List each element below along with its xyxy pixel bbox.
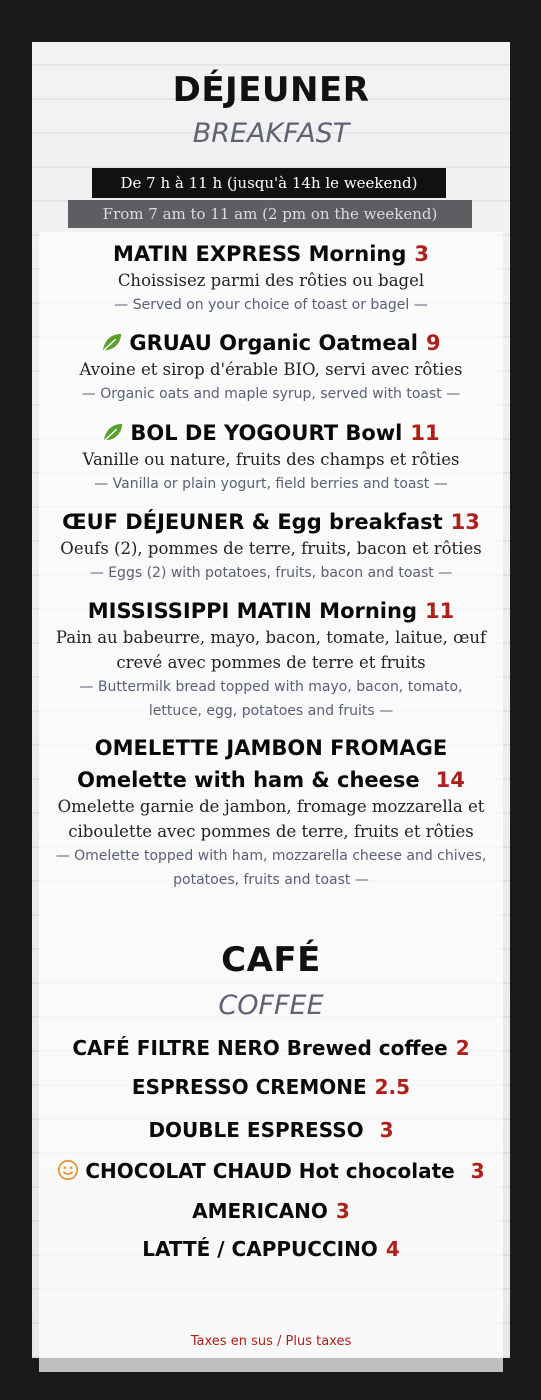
item-desc-fr: Choissisez parmi des rôties ou bagel (117, 271, 425, 290)
smiley-icon (57, 1159, 79, 1181)
item-desc-fr: Avoine et sirop d'érable BIO, servi avec rôties (79, 360, 463, 379)
menu-board (32, 42, 510, 1358)
item-price: 11 (424, 599, 455, 623)
menu-item-gruau (32, 329, 510, 406)
item-price: 3 (414, 242, 430, 266)
coffee-item-chocolat: CHOCOLAT CHAUD Hot chocolate 3 (32, 1159, 510, 1183)
item-title: MATIN EXPRESS Morning 3 (112, 242, 430, 266)
item-title: MISSISSIPPI MATIN Morning 11 (87, 599, 455, 623)
coffee-item-espresso-cremone: ESPRESSO CREMONE 2.5 (131, 1075, 411, 1099)
item-price: 3 (335, 1199, 350, 1223)
item-title: OMELETTE JAMBON FROMAGE (94, 736, 448, 760)
item-price: 4 (385, 1237, 400, 1261)
item-title: BOL DE YOGOURT Bowl 11 (32, 419, 510, 447)
item-price: 13 (450, 510, 480, 534)
item-desc-en: lettuce, egg, potatoes and fruits — (148, 703, 394, 719)
breakfast-title-fr: DÉJEUNER (172, 70, 370, 110)
hours-en-ribbon: From 7 am to 11 am (2 pm on the weekend) (68, 200, 472, 228)
leaf-icon (101, 332, 123, 352)
item-desc-fr: crevé avec pommes de terre et fruits (116, 653, 426, 672)
menu-item-oeuf-dejeuner (32, 508, 510, 585)
taxes-note: Taxes en sus / Plus taxes (190, 1334, 352, 1349)
item-title: Omelette with ham & cheese 14 (77, 768, 465, 792)
item-desc-en: — Eggs (2) with potatoes, fruits, bacon and toast — (89, 565, 453, 581)
breakfast-title-en: BREAKFAST (192, 118, 350, 149)
menu-item-bol-yogourt (32, 419, 510, 496)
item-desc-fr: Oeufs (2), pommes de terre, fruits, bacon et rôties (60, 539, 482, 558)
menu-item-mississippi (32, 597, 510, 723)
coffee-title-fr: CAFÉ (221, 940, 321, 980)
item-price: 14 (435, 768, 465, 792)
hours-fr-ribbon: De 7 h à 11 h (jusqu'à 14h le weekend) (92, 168, 446, 198)
item-desc-fr: ciboulette avec pommes de terre, fruits et rôties (68, 822, 474, 841)
item-price: 9 (426, 331, 441, 355)
coffee-item-double-espresso: DOUBLE ESPRESSO 3 (148, 1118, 394, 1142)
item-desc-en: potatoes, fruits and toast — (173, 872, 369, 888)
leaf-icon (102, 422, 124, 442)
item-price: 3 (379, 1118, 394, 1142)
item-desc-fr: Vanille ou nature, fruits des champs et rôties (82, 450, 460, 469)
item-price: 11 (410, 421, 440, 445)
coffee-item-americano: AMERICANO 3 (192, 1199, 350, 1223)
item-desc-en: — Vanilla or plain yogurt, field berries and toast — (94, 476, 448, 492)
coffee-item-filtre: CAFÉ FILTRE NERO Brewed coffee 2 (72, 1036, 470, 1060)
item-price: 3 (470, 1159, 485, 1183)
item-desc-en: — Buttermilk bread topped with mayo, bacon, tomato, (79, 679, 463, 695)
coffee-title-en: COFFEE (218, 990, 324, 1021)
item-title: ŒUF DÉJEUNER & Egg breakfast 13 (62, 510, 480, 534)
coffee-item-latte: LATTÉ / CAPPUCCINO 4 (142, 1237, 400, 1261)
item-desc-fr: Omelette garnie de jambon, fromage mozzarella et (57, 797, 485, 816)
item-price: 2.5 (374, 1075, 411, 1099)
item-desc-en: — Served on your choice of toast or bagel — (114, 297, 428, 313)
menu-item-omelette (32, 734, 510, 892)
item-desc-fr: Pain au babeurre, mayo, bacon, tomate, laitue, œuf (55, 628, 487, 647)
item-title: GRUAU Organic Oatmeal 9 (32, 329, 510, 357)
item-desc-en: — Omelette topped with ham, mozzarella cheese and chives, (55, 848, 487, 864)
menu-item-matin-express (32, 240, 510, 317)
item-price: 2 (455, 1036, 470, 1060)
item-desc-en: — Organic oats and maple syrup, served with toast — (81, 386, 461, 402)
